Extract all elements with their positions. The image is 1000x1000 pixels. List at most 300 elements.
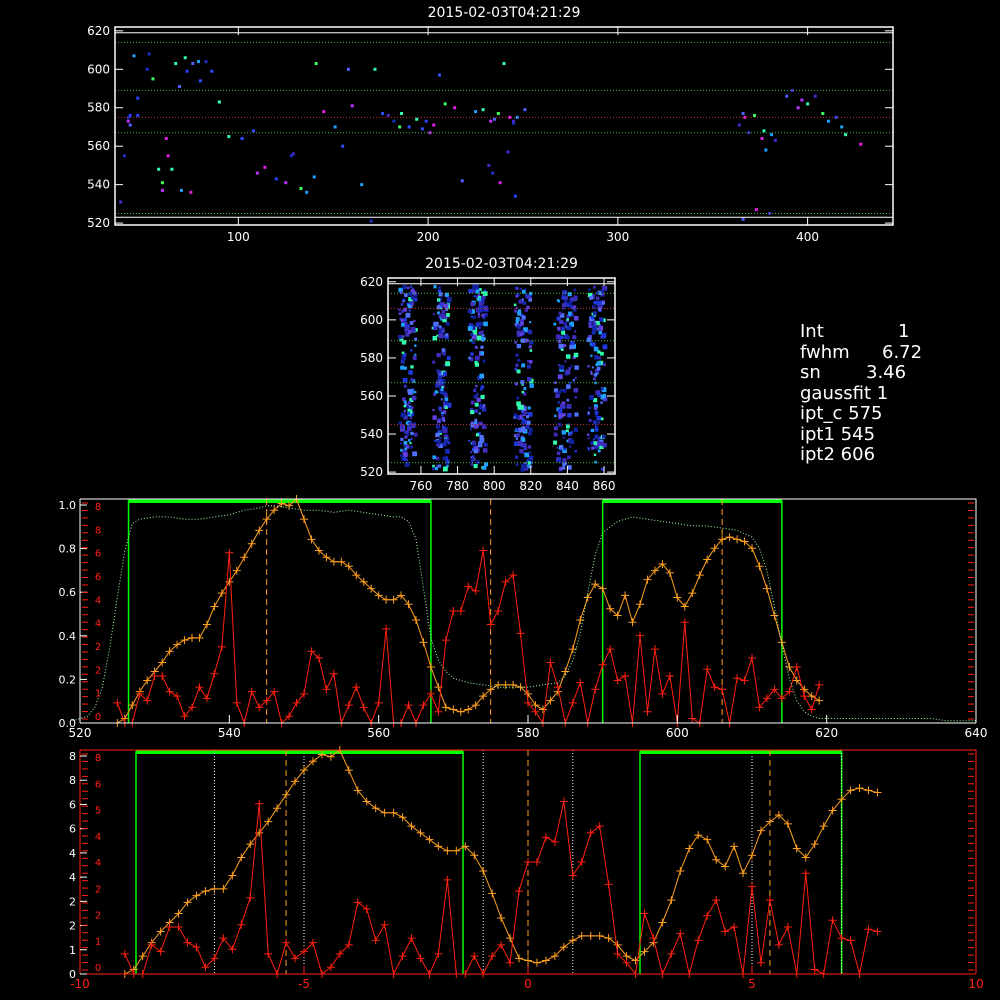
x-tick-label: 860 [592,479,616,493]
spectrum-pixel [559,467,563,471]
spectrum-pixel [252,129,255,132]
spectrum-pixel [437,298,440,301]
red-tick-label: 8 [94,525,102,537]
spectrum-pixel [560,404,565,409]
spectrum-pixel [471,463,474,466]
spectrum-pixel [334,125,337,128]
spectrum-pixel [410,305,413,308]
spectrum-pixel [129,114,132,117]
spectrum-pixel [558,374,563,379]
spectrum-pixel [562,466,565,469]
y-tick-label: 560 [360,388,383,403]
spectrum-pixel [407,426,411,430]
spectrum-pixel [408,401,411,404]
spectrum-pixel [157,168,160,171]
spectrum-pixel [840,125,843,128]
spectrum-pixel [437,353,441,357]
spectrum-pixel [764,149,767,152]
spectrum-pixel [441,414,443,416]
spectrum-pixel [472,290,475,293]
spectrum-pixel [132,54,135,57]
spectrum-pixel [593,286,596,289]
spectrum-pixel [414,338,417,341]
spectrum-pixel [742,218,745,221]
spectrum-pixel [593,301,597,305]
spectrum-pixel [753,114,756,117]
spectrum-pixel [481,331,484,334]
spectrum-pixel [601,417,604,420]
spectrum-pixel [408,439,411,442]
spectrum-pixel [523,108,526,111]
spectrum-pixel [398,125,401,128]
spectrum-pixel [554,433,558,437]
spectrum-pixel [435,433,439,437]
chart-title: 2015-02-03T04:21:29 [427,5,581,21]
spectrum-pixel [210,70,213,73]
spectrum-pixel [400,442,402,444]
spectrum-pixel [474,110,477,113]
spectrum-pixel [487,164,490,167]
spectrum-pixel [560,365,565,370]
spectrum-pixel [566,425,570,429]
spectrum-pixel [392,120,395,123]
spectrum-pixel [573,379,575,381]
spectrum-pixel [528,406,531,409]
spectrum-pixel [527,365,531,369]
spectrum-pixel [447,356,451,360]
spectrum-pixel [574,316,579,321]
spectrum-pixel [400,438,403,441]
spectrum-pixel [414,354,416,356]
spectrum-pixel [425,120,428,123]
spectrum-pixel [478,315,481,318]
spectrum-pixel [806,102,809,105]
spectrum-pixel [514,341,516,343]
spectrum-pixel [444,304,449,309]
ipt1-label: ipt1 [800,423,835,445]
spectrum-pixel [480,351,483,354]
spectrum-pixel [591,316,594,319]
x-tick-label: 300 [606,230,630,244]
spectrum-pixel [434,440,436,442]
spectrum-pixel [403,452,408,457]
spectrum-pixel [398,335,402,339]
spectrum-pixel [602,443,606,447]
spectrum-pixel [514,195,517,198]
spectrum-pixel [436,369,438,371]
spectrum-pixel [439,408,442,411]
spectrum-pixel [461,179,464,182]
spectrum-pixel [515,323,517,325]
spectrum-pixel [563,326,565,328]
red-tick-label: 4 [94,858,102,869]
spectrum-pixel [437,420,441,424]
spectrum-pixel [515,428,519,432]
spectrum-pixel [479,438,484,443]
spectrum-pixel [445,449,450,454]
spectrum-pixel [480,388,482,390]
spectrum-pixel [443,426,445,428]
spectrum-pixel [421,127,424,130]
spectrum-pixel [563,436,565,438]
spectrum-pixel [529,456,534,461]
spectrum-pixel [591,373,593,375]
spectrum-pixel [443,372,447,376]
spectrum-pixel [480,346,483,349]
y-tick-label: 620 [87,23,110,38]
spectrum-pixel [410,349,413,352]
spectrum-pixel [598,392,600,394]
spectrum-pixel [517,344,521,348]
spectrum-pixel [827,120,830,123]
spectrum-pixel [446,460,450,464]
spectrum-pixel [528,445,531,448]
spectrum-pixel [414,391,416,393]
spectrum-pixel [165,137,168,140]
spectrum-pixel [475,356,480,361]
y-tick-label: 0.8 [58,542,76,556]
spectrum-pixel [553,441,557,445]
spectrum-pixel [558,401,560,403]
chart-title: 2015-02-03T04:21:29 [425,256,578,272]
spectrum-pixel [601,387,604,390]
spectrum-pixel [401,303,404,306]
spectrum-pixel [404,293,408,297]
spectrum-pixel [524,453,529,458]
spectrum-pixel [569,405,571,407]
spectrum-pixel [444,397,448,401]
spectrum-pixel [446,313,450,317]
spectrum-pixel [527,295,531,299]
spectrum-pixel [413,396,415,398]
spectrum-pixel [569,345,573,349]
spectrum-pixel [400,366,404,370]
spectrum-pixel [514,304,516,306]
spectrum-pixel [400,112,403,115]
spectrum-pixel [515,295,518,298]
spectrum-pixel [468,326,473,331]
spectrum-pixel [284,181,287,184]
spectrum-pixel [402,335,404,337]
spectrum-pixel [473,295,475,297]
spectrum-pixel [445,406,448,409]
spectrum-pixel [516,397,519,400]
spectrum-pixel [516,415,520,419]
sn-label: sn [800,362,821,383]
spectrum-pixel [573,296,577,300]
spectrum-pixel [570,341,574,345]
spectrum-pixel [593,438,595,440]
spectrum-pixel [482,466,486,470]
spectrum-pixel [407,406,409,408]
spectrum-pixel [515,364,519,368]
spectrum-pixel [468,357,471,360]
red-tick-label: 6 [94,779,102,791]
spectrum-pixel [410,438,412,440]
spectrum-pixel [859,143,862,146]
spectrum-pixel [594,347,599,352]
spectrum-pixel [474,458,476,460]
spectrum-pixel [475,385,477,387]
spectrum-pixel [299,187,302,190]
spectrum-pixel [441,314,446,319]
spectrum-pixel [575,396,577,398]
spectrum-pixel [770,133,773,136]
spectrum-pixel [587,365,589,367]
spectrum-pixel [347,68,350,71]
spectrum-pixel [596,297,599,300]
spectrum-pixel [562,430,566,434]
spectrum-pixel [468,309,472,313]
y-tick-label: 600 [87,62,110,77]
ipt-c-row [800,404,922,425]
spectrum-pixel [443,467,448,472]
spectrum-pixel [402,300,404,302]
spectrum-pixel [322,110,325,113]
spectrum-pixel [404,410,406,412]
spectrum-pixel [184,56,187,59]
spectrum-pixel [473,316,476,319]
spectrum-pixel [256,172,259,175]
spectrum-pixel [415,118,418,121]
x-tick-label: 400 [796,230,820,244]
red-tick-label: 0 [94,712,102,723]
spectrum-pixel [529,321,531,323]
spectrum-pixel [566,325,571,330]
spectrum-pixel [520,380,524,384]
spectrum-pixel [432,465,435,468]
x-tick-label: -10 [70,977,90,991]
spectrum-pixel [517,359,520,362]
spectrum-pixel [516,321,519,324]
spectrum-pixel [515,354,518,357]
spectrum-pixel [529,345,532,348]
spectrum-pixel [438,465,441,468]
spectrum-pixel [205,60,208,63]
spectrum-pixel [565,369,570,374]
spectrum-pixel [755,208,758,211]
spectrum-pixel [603,344,608,349]
spectrum-pixel [572,335,576,339]
spectrum-pixel [797,106,800,109]
spectrum-pixel [405,322,408,325]
spectrum-pixel [174,62,177,65]
x-tick-label: 840 [555,479,579,493]
spectrum-pixel [146,68,149,71]
spectrum-pixel [410,432,413,435]
spectrum-pixel [400,413,405,418]
spectrum-pixel [593,311,597,315]
spectrum-pixel [435,467,438,470]
spectrum-pixel [476,322,480,326]
spectrum-pixel [479,327,481,329]
spectrum-pixel [199,79,202,82]
red-tick-label: 2 [94,665,102,677]
spectrum-pixel [588,321,592,325]
spectrum-pixel [566,384,571,389]
spectrum-pixel [566,429,569,432]
spectrum-pixel [428,131,431,134]
spectrum-pixel [197,60,200,63]
spectrum-pixel [151,77,154,80]
spectrum-pixel [470,456,472,458]
spectrum-pixel [472,284,476,288]
spectrum-pixel [517,325,520,328]
spectrum-pixel [410,416,412,418]
spectrum-pixel [526,415,529,418]
spectrum-pixel [470,410,474,414]
spectrum-pixel [483,317,486,320]
spectrum-pixel [556,447,558,449]
x-tick-label: 200 [416,230,440,244]
spectrum-pixel [524,430,526,432]
red-tick-label: 8 [94,753,102,764]
spectrum-pixel [574,428,578,432]
spectrum-pixel [571,321,573,323]
spectrum-pixel [598,331,602,335]
ipt-c-value: 575 [848,403,883,424]
spectrum-pixel [180,189,183,192]
y-tick-label: 540 [360,427,383,442]
spectrum-pixel [516,437,518,439]
spectrum-pixel [315,62,318,65]
spectrum-pixel [594,355,598,359]
spectrum-pixel [484,443,488,447]
spectrum-pixel [522,315,526,319]
spectrum-pixel [470,428,472,430]
spectrum-pixel [292,152,295,155]
spectrum-pixel [136,114,139,117]
spectrum-pixel [774,139,777,142]
spectrum-pixel [521,363,525,367]
spectrum-pixel [401,360,405,364]
spectrum-pixel [593,420,597,424]
spectrum-pixel [527,377,531,381]
int-label: Int [800,321,824,342]
spectrum-pixel [529,451,531,453]
spectrum-pixel [568,367,571,370]
red-tick-label: 0 [94,963,102,974]
spectrum-pixel [483,291,488,296]
y-tick-label: 600 [360,312,383,327]
spectrum-pixel [515,368,517,370]
spectrum-pixel [441,386,443,388]
spectrum-pixel [441,328,444,331]
spectrum-pixel [588,407,591,410]
spectrum-pixel [381,112,384,115]
y-tick-label: 0.0 [58,717,76,730]
spectrum-pixel [470,459,473,462]
spectrum-pixel [785,95,788,98]
ipt1-row [800,425,922,446]
spectrum-pixel [603,399,605,401]
x-tick-label: -5 [298,977,310,991]
spectrum-pixel [558,409,563,414]
spectrum-pixel [574,388,579,393]
spectrum-pixel [127,120,130,123]
spectrum-pixel [570,415,572,417]
spectrum-pixel [528,427,530,429]
spectrum-pixel [470,451,472,453]
spectrum-pixel [515,456,518,459]
spectrum-pixel [432,409,434,411]
spectrum-pixel [517,334,520,337]
spectrum-pixel [186,70,189,73]
spectrum-pixel [414,345,416,347]
spectrum-pixel [598,357,601,360]
spectrum-pixel [800,99,803,102]
spectrum-pixel [441,388,444,391]
x-tick-label: 520 [68,726,92,740]
spectrum-pixel [441,392,443,394]
ipt2-value: 606 [840,444,876,465]
spectrum-pixel [574,330,576,332]
y-tick-label: 580 [87,100,110,115]
spectrum-pixel [600,352,604,356]
spectrum-pixel [403,378,408,383]
spectrum-pixel [471,315,473,317]
spectrum-pixel [373,68,376,71]
spectrum-pixel [227,135,230,138]
spectrum-pixel [402,352,404,354]
spectrum-pixel [351,104,354,107]
spectrum-pixel [481,314,484,317]
spectrum-pixel [478,302,482,306]
spectrum-pixel [591,429,594,432]
spectrum-pixel [601,334,605,338]
spectrum-pixel [413,320,415,322]
spectrum-pixel [561,331,565,335]
spectrum-pixel [595,428,599,432]
spectrum-pixel [436,457,439,460]
spectrum-pixel [441,412,443,414]
ipt2-row [800,445,922,466]
red-tick-label: 1 [94,688,102,700]
x-tick-label: 820 [519,479,543,493]
spectrum-pixel [410,286,412,288]
spectrum-pixel [530,349,533,352]
spectrum-pixel [404,441,408,445]
y-tick-label: 0.2 [58,673,76,687]
spectrum-pixel [591,446,594,449]
spectrum-pixel [482,360,485,363]
spectrum-pixel [567,456,570,459]
spectrum-pixel [574,353,579,358]
spectrum-pixel [475,410,477,412]
spectrum-pixel [439,437,441,439]
spectrum-pixel [437,440,441,444]
spectrum-pixel [566,399,569,402]
x-tick-label: 760 [409,479,433,493]
spectrum-pixel [305,191,308,194]
x-tick-label: 540 [217,726,241,740]
y-tick-label: 2 [69,919,76,933]
spectrum-pixel [480,403,482,405]
spectrum-pixel [435,390,438,393]
spectrum-pixel [562,303,566,307]
x-tick-label: 600 [665,726,689,740]
y-tick-label: 520 [87,216,110,231]
spectrum-pixel [470,302,474,306]
red-tick-label: 8 [94,502,102,513]
spectrum-pixel [478,294,480,296]
spectrum-pixel [588,288,591,291]
spectrum-pixel [482,340,484,342]
spectrum-pixel [398,309,400,311]
spectrum-pixel [596,363,599,366]
spectrum-pixel [574,377,576,379]
spectrum-pixel [557,299,559,301]
